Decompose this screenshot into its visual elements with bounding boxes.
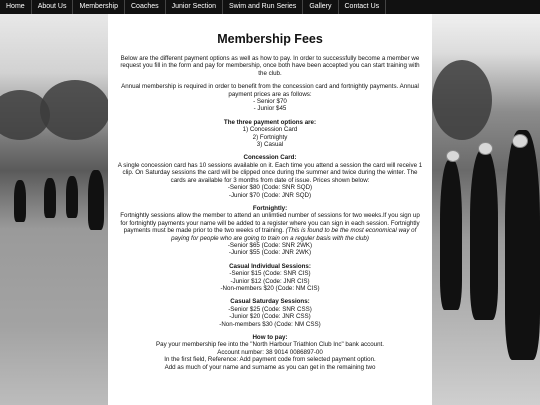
concession-senior-price: -Senior $80 (Code: SNR SQD)	[227, 184, 313, 192]
payment-name-instruction: Add as much of your name and surname as you can get in the remaining two	[164, 363, 376, 371]
nav-item-contact-us[interactable]: Contact Us	[339, 0, 387, 14]
swim-cap	[478, 142, 493, 155]
payment-reference-instruction: In the first field, Reference: Add payment code from selected payment option.	[164, 356, 376, 364]
nav-item-coaches[interactable]: Coaches	[125, 0, 166, 14]
swim-cap	[512, 134, 528, 148]
bank-account-number: Account number: 38 9014 0086897-00	[217, 348, 323, 356]
how-to-pay-heading: How to pay:	[252, 334, 288, 341]
fortnightly-senior-price: -Senior $65 (Code: SNR 2WK)	[227, 241, 313, 249]
nav-item-gallery[interactable]: Gallery	[303, 0, 338, 14]
concession-section	[116, 154, 424, 198]
background-tree	[432, 60, 492, 140]
swimmer-figure	[14, 180, 26, 222]
concession-text: A single concession card has 10 sessions available on it. Each time you attend a session the card will receive 1 clip. On Saturday sessions the card will be clipped once during the summer and twice during the winter. The cards are available for 3 months from date of issue. Prices shown below:	[117, 161, 423, 184]
saturday-nonmember-price: -Non-members $30 (Code: NM CSS)	[219, 320, 321, 328]
saturday-section	[116, 298, 424, 328]
swimmer-figure	[440, 160, 462, 310]
background-tree	[40, 80, 110, 140]
casual-heading: Casual Individual Sessions:	[229, 262, 311, 270]
casual-senior-price: -Senior $15 (Code: SNR CIS)	[229, 270, 311, 278]
swim-cap	[446, 150, 460, 162]
fortnightly-heading: Fortnightly:	[252, 204, 288, 212]
casual-junior-price: -Junior $12 (Code: JNR CIS)	[230, 277, 310, 285]
top-nav	[0, 0, 540, 14]
concession-junior-price: -Junior $70 (Code: JNR SQD)	[228, 191, 312, 199]
swimmer-figure	[88, 170, 104, 230]
fortnightly-section	[116, 205, 424, 257]
concession-heading: Concession Card:	[243, 154, 297, 162]
option-item: 2) Fortnighty	[252, 133, 288, 141]
nav-item-membership[interactable]: Membership	[73, 0, 125, 14]
annual-text: Annual membership is required in order to benefit from the concession card and fortnightly payments. Annual payment prices are as follows:	[121, 83, 419, 98]
fortnightly-note: (This is found to be the most economical way of paying for people who are going to train on a reguler basis with the club)	[171, 227, 417, 242]
fortnightly-text: Fortnightly sessions allow the member to attend an unlimtied number of sessions for two weeks.If you sign up for fortnightly payments your name will be added to a register where you can sign in each session. Fortnightly payments must be made prior to the two weeks of training.	[120, 212, 420, 235]
saturday-senior-price: -Senior $25 (Code: SNR CSS)	[228, 305, 312, 313]
nav-item-swim-and-run-series[interactable]: Swim and Run Series	[223, 0, 303, 14]
options-section	[116, 119, 424, 149]
swimmer-figure	[44, 178, 56, 218]
option-item: 3) Casual	[256, 141, 284, 149]
swimmer-figure	[470, 150, 498, 320]
annual-section	[116, 83, 424, 113]
casual-nonmember-price: -Non-members $20 (Code: NM CIS)	[220, 284, 320, 292]
how-to-pay-text: Pay your membership fee into the "North Harbour Triathlon Club Inc" bank account.	[156, 341, 384, 349]
annual-junior-price: - Junior $45	[253, 105, 287, 113]
options-heading: The three payment options are:	[223, 118, 317, 126]
how-to-pay-section	[116, 334, 424, 371]
swimmer-figure	[505, 130, 540, 360]
swimmer-figure	[66, 176, 78, 218]
saturday-junior-price: -Junior $20 (Code: JNR CSS)	[229, 313, 311, 321]
fortnightly-junior-price: -Junior $55 (Code: JNR 2WK)	[228, 249, 312, 257]
nav-item-home[interactable]: Home	[0, 0, 32, 14]
content-panel	[108, 14, 432, 405]
saturday-heading: Casual Saturday Sessions:	[230, 298, 310, 306]
casual-section	[116, 263, 424, 293]
nav-item-about-us[interactable]: About Us	[32, 0, 74, 14]
option-item: 1) Concession Card	[242, 126, 298, 134]
nav-item-junior-section[interactable]: Junior Section	[166, 0, 223, 14]
annual-senior-price: - Senior $70	[253, 98, 287, 106]
intro-paragraph: Below are the different payment options as well as how to pay. In order to successfully become a member we request you fill in the form and pay for membership, once both have been accepted you can start training with the club.	[120, 55, 420, 77]
page-title: Membership Fees	[217, 32, 323, 46]
